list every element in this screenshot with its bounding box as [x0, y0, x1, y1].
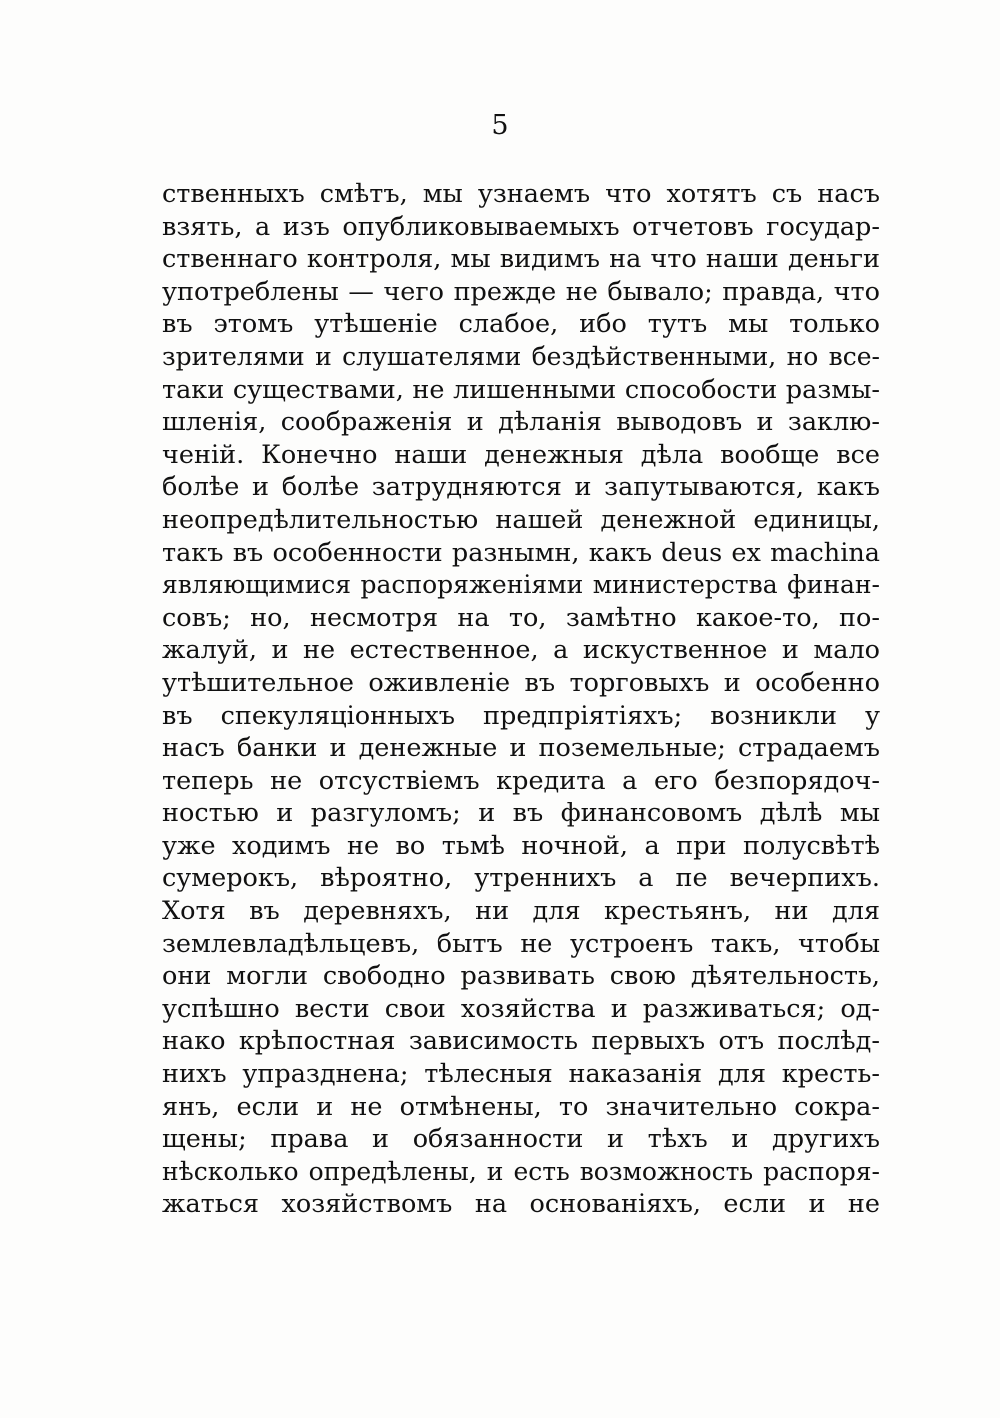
text-line: нихъ упразднена; тѣлесныя наказанія для кресть- [162, 1059, 880, 1090]
text-line: ственныхъ смѣтъ, мы узнаемъ что хотятъ съ насъ [162, 179, 880, 209]
text-line: теперь не отсуствіемъ кредита а его безпорядоч- [162, 765, 880, 796]
text-line: жалуй, и не естественное, а искуственное и мало [162, 635, 880, 666]
text-line: являющимися распоряженіями министерства финан- [162, 570, 880, 600]
text-line: шленія, соображенія и дѣланія выводовъ и заклю- [162, 407, 880, 438]
text-line: въ спекуляціонныхъ предпріятіяхъ; возникли у [162, 700, 880, 731]
text-line: сумерокъ, вѣроятно, утреннихъ а пе вечерпихъ. [162, 863, 880, 894]
text-line: зрителями и слушателями бездѣйственными, но все- [162, 341, 880, 371]
text-line: употреблены — чего прежде не бывало; правда, что [162, 276, 880, 307]
text-line: они могли свободно развивать свою дѣятельность, [162, 961, 880, 992]
text-line: таки существами, не лишенными способости размы- [162, 374, 880, 405]
page-number: 5 [491, 110, 509, 141]
text-line: щены; права и обязанности и тѣхъ и другихъ [162, 1124, 880, 1155]
text-line: совъ; но, несмотря на то, замѣтно какое-то, по- [162, 602, 880, 633]
text-line: болѣе и болѣе затрудняются и запутываются, какъ [162, 472, 880, 503]
text-line: Хотя въ деревняхъ, ни для крестьянъ, ни для [162, 896, 880, 927]
text-line: жаться хозяйствомъ на основаніяхъ, если и не [162, 1189, 880, 1220]
body-text [162, 178, 880, 1221]
text-line: успѣшно вести свои хозяйства и разживаться; од- [162, 993, 880, 1024]
text-line: такъ въ особенности разнымн, какъ deus ex machina [162, 537, 880, 568]
text-line: янъ, если и не отмѣнены, то значительно сокра- [162, 1091, 880, 1122]
text-line: неопредѣлительностью нашей денежной единицы, [162, 504, 880, 535]
text-line: ченій. Конечно наши денежныя дѣла вообще все [162, 439, 880, 470]
text-line: землевладѣльцевъ, бытъ не устроенъ такъ, чтобы [162, 928, 880, 959]
text-line: нако крѣпостная зависимость первыхъ отъ послѣд- [162, 1026, 880, 1057]
text-line: ностью и разгуломъ; и въ финансовомъ дѣлѣ мы [162, 798, 880, 829]
text-line: насъ банки и денежные и поземельные; страдаемъ [162, 733, 880, 764]
text-line: уже ходимъ не во тьмѣ ночной, а при полусвѣтѣ [162, 830, 880, 861]
text-line: взять, а изъ опубликовываемыхъ отчетовъ государ- [162, 211, 880, 242]
text-line: ственнаго контроля, мы видимъ на что наши деньги [162, 244, 880, 275]
text-line: нѣсколько опредѣлены, и есть возможность распоря- [162, 1156, 880, 1186]
text-line: утѣшительное оживленіе въ торговыхъ и особенно [162, 667, 880, 698]
text-line: въ этомъ утѣшеніе слабое, ибо тутъ мы только [162, 309, 880, 340]
